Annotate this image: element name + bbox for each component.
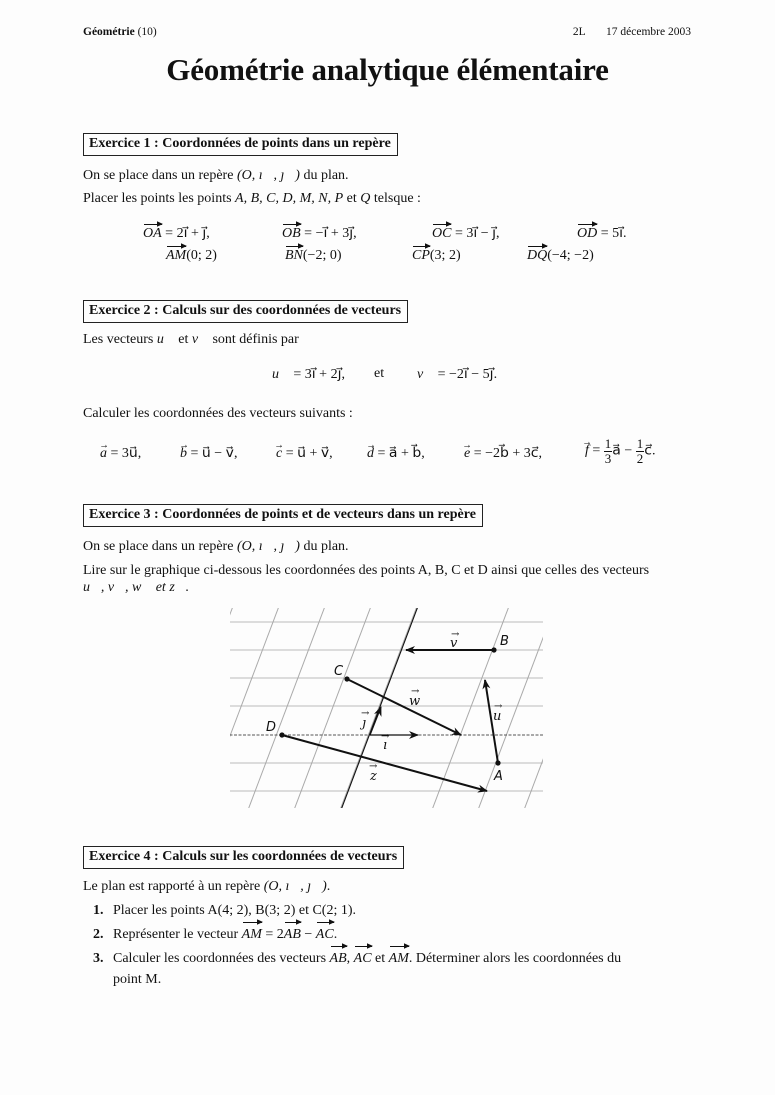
equation-rhs: = 3ı⃗ − ȷ⃗, xyxy=(454,226,500,241)
label-c: C xyxy=(334,664,344,679)
item-text-continued: point M. xyxy=(113,972,162,987)
label-d: D xyxy=(266,720,277,735)
label-j: ȷ xyxy=(362,716,367,731)
vector-bn: BN xyxy=(285,248,303,263)
intro-text: et xyxy=(178,332,189,347)
vector-am: AM xyxy=(389,948,409,969)
svg-text:→: → xyxy=(361,708,370,719)
fraction-one-third: $\frac{1}{3}$ xyxy=(604,436,612,466)
intro-text: On se place dans un repère xyxy=(83,168,234,183)
label-u: u xyxy=(493,709,502,724)
header-subject: Géométrie xyxy=(83,26,135,38)
exercise-2-heading: Exercice 2 : Calculs sur des coordonnées de vecteurs xyxy=(83,300,408,323)
svg-text:→: → xyxy=(451,629,460,640)
intro-text: Le plan est rapporté à un repère xyxy=(83,879,261,894)
equation-rhs: = −2ı⃗ − 5ȷ⃗. xyxy=(437,367,498,382)
equation-rhs: = u⃗ + v⃗, xyxy=(285,446,333,461)
list-item: 3. Calculer les coordonnées des vecteurs AB, AC et AM. Déterminer alors les coordonnées du point M. xyxy=(83,948,693,990)
vector-od: OD xyxy=(577,226,598,241)
coords: (−4; −2) xyxy=(547,248,594,263)
intro-text: telsque : xyxy=(373,191,421,206)
intro-text: Les vecteurs xyxy=(83,332,154,347)
vector-c: → c xyxy=(276,446,282,462)
svg-text:→: → xyxy=(381,731,390,742)
item-text: Représenter le vecteur xyxy=(113,927,239,942)
vector-j-arrow xyxy=(370,707,381,735)
repere-notation: (O, ı⃗, ȷ⃗) xyxy=(236,539,300,554)
vector-am: AM xyxy=(166,248,187,263)
vector-f: → f xyxy=(585,443,589,459)
equation-end: c⃗. xyxy=(644,443,656,459)
fraction-one-half: $\frac{1}{2}$ xyxy=(636,436,644,466)
vector-ab: AB xyxy=(284,924,301,945)
intro-text: et xyxy=(346,191,357,206)
intro-text: du plan. xyxy=(303,539,349,554)
vector-e: → e xyxy=(464,446,470,462)
exercise-2-instruction: Calculer les coordonnées des vecteurs suivants : xyxy=(83,406,353,421)
vector-dq: DQ xyxy=(527,248,548,263)
vector-ac: AC xyxy=(354,948,372,969)
header-number: (10) xyxy=(137,26,157,38)
label-b: B xyxy=(500,634,509,649)
connector-et: et xyxy=(374,366,385,381)
equals-sign: = xyxy=(592,443,601,459)
vector-b: → b xyxy=(180,446,187,462)
vector-v: v⃗ xyxy=(191,332,209,347)
equation-rhs: = 2ı⃗ + ȷ⃗, xyxy=(165,226,210,241)
list-item: 2. Représenter le vecteur AM = 2AB − AC. xyxy=(83,924,693,945)
definition-u: u⃗ = 3ı⃗ + 2ȷ⃗, xyxy=(272,367,345,382)
header-class: 2L xyxy=(572,26,586,38)
vector-am: AM xyxy=(242,924,262,945)
point-q: Q xyxy=(360,191,371,206)
vector-u: u⃗ xyxy=(156,332,175,347)
equation-rhs: = 3ı⃗ + 2ȷ⃗, xyxy=(293,367,345,382)
vector-oa: OA xyxy=(143,226,162,241)
coords: (−2; 0) xyxy=(302,248,342,263)
intro-text: On se place dans un repère xyxy=(83,539,234,554)
equation-rhs: = u⃗ − v⃗, xyxy=(190,446,238,461)
equation-rhs: = 3u⃗, xyxy=(110,446,142,461)
coords: (0; 2) xyxy=(186,248,217,263)
equation-rhs: = −2b⃗ + 3c⃗, xyxy=(473,446,542,461)
equation-mid: a⃗ − xyxy=(612,443,633,459)
intro-text: du plan. xyxy=(303,168,349,183)
item-text: Placer les points A(4; 2), B(3; 2) et C(2; 1). xyxy=(113,903,357,918)
point-b xyxy=(491,647,496,652)
vector-ac: AC xyxy=(316,924,334,945)
list-item: 1. Placer les points A(4; 2), B(3; 2) et C(2; 1). xyxy=(93,903,357,918)
label-w: w xyxy=(409,694,421,709)
vector-a: → a xyxy=(100,446,107,462)
exercise-1-heading: Exercice 1 : Coordonnées de points dans un repère xyxy=(83,133,398,156)
vector-d: → d xyxy=(367,446,374,462)
label-i: ı xyxy=(383,738,388,753)
intro-text: sont définis par xyxy=(212,332,299,347)
vector-oc: OC xyxy=(432,226,452,241)
header-date: 17 décembre 2003 xyxy=(606,26,691,38)
y-axis xyxy=(324,585,426,855)
equation-rhs: = −ı⃗ + 3ȷ⃗, xyxy=(304,226,357,241)
exercise-3-intro-2: Lire sur le graphique ci-dessous les coordonnées des points A, B, C et D ainsi que celles des vecteurs xyxy=(83,563,650,578)
exercise-4-heading: Exercice 4 : Calculs sur les coordonnées de vecteurs xyxy=(83,846,404,869)
exercise-4-intro: Le plan est rapporté à un repère (O, ı⃗, ȷ⃗). xyxy=(83,879,331,894)
coords: (3; 2) xyxy=(429,248,461,263)
point-c xyxy=(344,676,349,681)
intro-text: Placer les points les points xyxy=(83,191,232,206)
repere-notation: (O, ı⃗, ȷ⃗) xyxy=(263,879,327,894)
label-v: v xyxy=(450,636,458,651)
vector-cp: CP xyxy=(412,248,430,263)
svg-text:→: → xyxy=(411,686,420,697)
point-a xyxy=(495,760,500,765)
vector-ob: OB xyxy=(282,226,301,241)
svg-text:→: → xyxy=(369,761,378,772)
equation-rhs: = 5ı⃗. xyxy=(600,226,627,241)
vector-ab: AB xyxy=(330,948,347,969)
repere-notation: (O, ı⃗, ȷ⃗) xyxy=(236,168,300,183)
points-list: A, B, C, D, M, N, P xyxy=(235,191,344,206)
label-z: z xyxy=(370,769,377,784)
page-title: Géométrie analytique élémentaire xyxy=(166,52,609,87)
item-text: Calculer les coordonnées des vecteurs xyxy=(113,951,327,966)
definition-v: v⃗ = −2ı⃗ − 5ȷ⃗. xyxy=(417,367,498,382)
exercise-3-heading: Exercice 3 : Coordonnées de points et de vecteurs dans un repère xyxy=(83,504,483,527)
equation-rhs: = a⃗ + b⃗, xyxy=(377,446,425,461)
svg-text:→: → xyxy=(494,701,503,712)
exercise-3-intro-3: u⃗, v⃗, w⃗ et z⃗. xyxy=(83,580,190,595)
grid xyxy=(139,585,655,855)
label-a: A xyxy=(494,769,503,784)
point-d xyxy=(279,732,284,737)
exercise-4-list xyxy=(83,900,693,990)
